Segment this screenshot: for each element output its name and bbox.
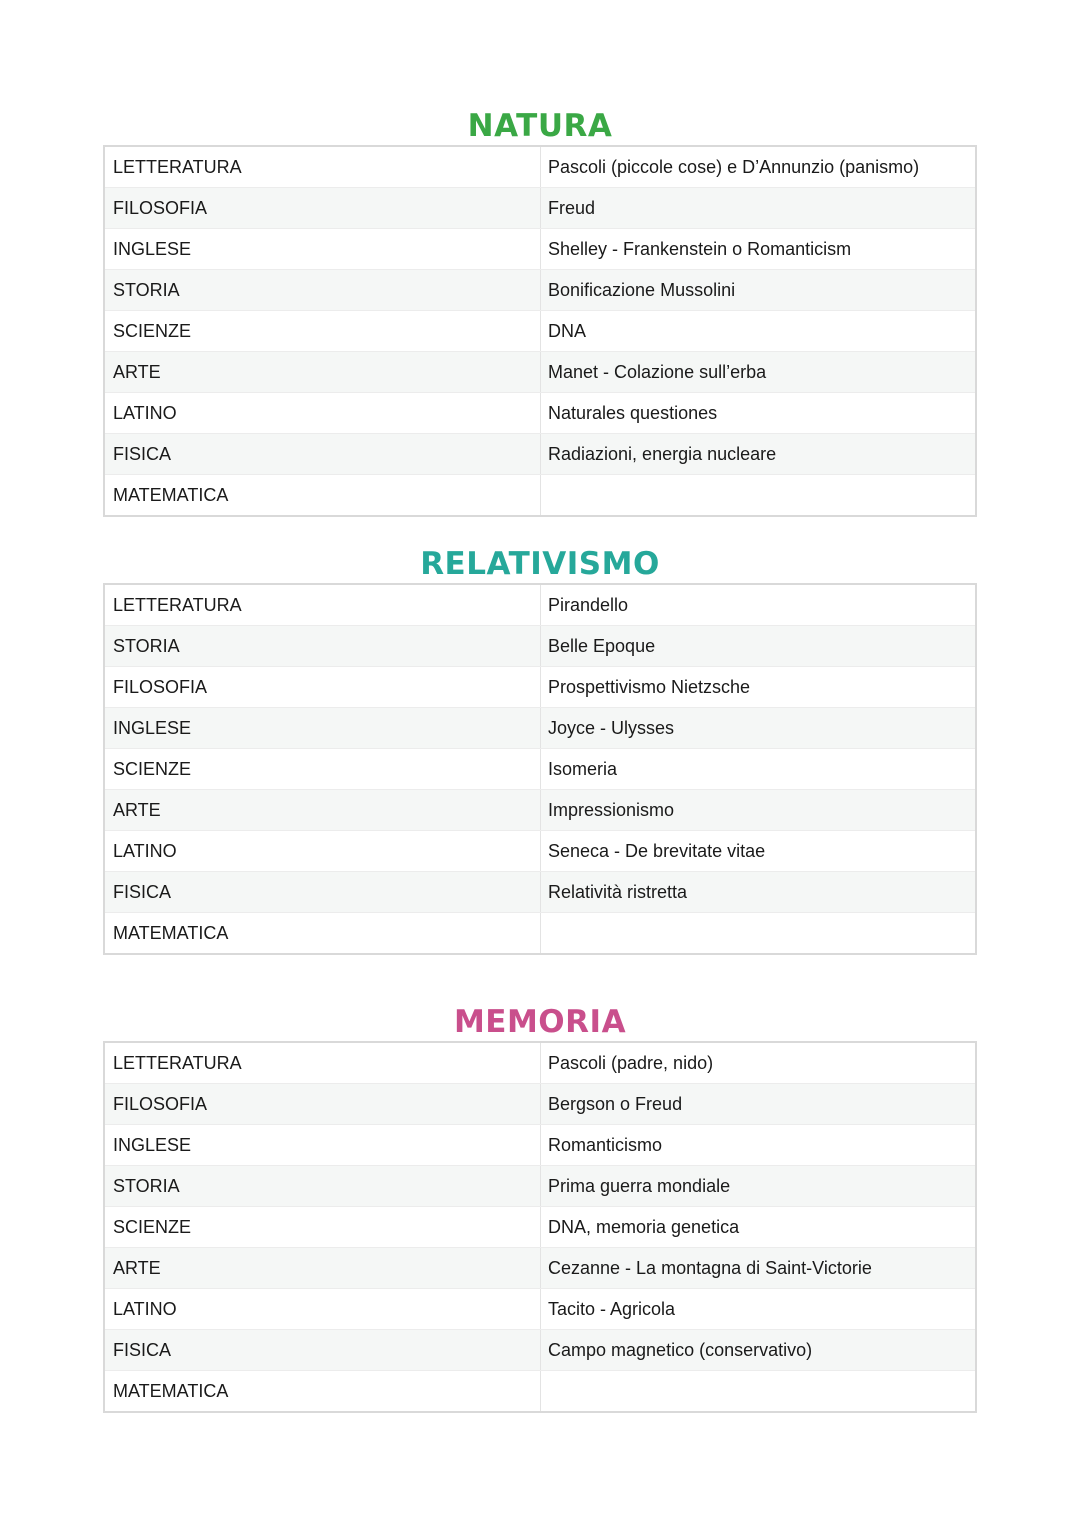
subject-cell: MATEMATICA bbox=[105, 1371, 541, 1411]
section-title: NATURA bbox=[467, 108, 613, 144]
table-row bbox=[105, 748, 975, 789]
section-relativismo bbox=[103, 546, 977, 955]
subject-cell: INGLESE bbox=[105, 708, 541, 748]
table-row bbox=[105, 1329, 975, 1370]
subject-table bbox=[103, 583, 977, 955]
subject-cell: FILOSOFIA bbox=[105, 188, 541, 228]
subject-cell: STORIA bbox=[105, 270, 541, 310]
subject-cell: FILOSOFIA bbox=[105, 667, 541, 707]
table-row bbox=[105, 392, 975, 433]
topic-cell: Pirandello bbox=[548, 595, 629, 615]
subject-cell: SCIENZE bbox=[105, 749, 541, 789]
subject-cell: LATINO bbox=[105, 831, 541, 871]
topic-cell: Radiazioni, energia nucleare bbox=[548, 444, 777, 464]
topic-cell: Pascoli (padre, nido) bbox=[548, 1053, 714, 1073]
topic-cell: Isomeria bbox=[548, 759, 618, 779]
topic-cell: Belle Epoque bbox=[548, 636, 656, 656]
table-row bbox=[105, 585, 975, 625]
subject-table bbox=[103, 145, 977, 517]
subject-cell: FISICA bbox=[105, 1330, 541, 1370]
subject-cell: LETTERATURA bbox=[105, 147, 541, 187]
topic-cell: Impressionismo bbox=[548, 800, 675, 820]
table-row bbox=[105, 147, 975, 187]
topic-cell: Bergson o Freud bbox=[548, 1094, 683, 1114]
topic-cell: DNA bbox=[548, 321, 587, 341]
topic-cell: DNA, memoria genetica bbox=[548, 1217, 740, 1237]
table-row bbox=[105, 1043, 975, 1083]
subject-cell: LETTERATURA bbox=[105, 585, 541, 625]
table-row bbox=[105, 1247, 975, 1288]
table-row bbox=[105, 310, 975, 351]
table-row bbox=[105, 625, 975, 666]
table-row bbox=[105, 351, 975, 392]
subject-cell: ARTE bbox=[105, 352, 541, 392]
table-row bbox=[105, 871, 975, 912]
table-row bbox=[105, 830, 975, 871]
topic-cell bbox=[541, 1371, 975, 1411]
table-row bbox=[105, 187, 975, 228]
section-title: MEMORIA bbox=[453, 1004, 627, 1040]
table-row bbox=[105, 1370, 975, 1411]
subject-cell: LETTERATURA bbox=[105, 1043, 541, 1083]
subject-cell: ARTE bbox=[105, 790, 541, 830]
table-row bbox=[105, 228, 975, 269]
subject-cell: STORIA bbox=[105, 1166, 541, 1206]
subject-cell: FILOSOFIA bbox=[105, 1084, 541, 1124]
topic-cell: Freud bbox=[548, 198, 596, 218]
subject-cell: INGLESE bbox=[105, 1125, 541, 1165]
topic-cell: Manet - Colazione sull’erba bbox=[548, 362, 767, 382]
topic-cell: Prospettivismo Nietzsche bbox=[548, 677, 751, 697]
table-row bbox=[105, 1083, 975, 1124]
topic-cell: Shelley - Frankenstein o Romanticism bbox=[548, 239, 852, 259]
table-row bbox=[105, 1288, 975, 1329]
subject-cell: STORIA bbox=[105, 626, 541, 666]
table-row bbox=[105, 666, 975, 707]
subject-cell: INGLESE bbox=[105, 229, 541, 269]
topic-cell: Naturales questiones bbox=[548, 403, 718, 423]
section-memoria bbox=[103, 1004, 977, 1413]
section-title: RELATIVISMO bbox=[420, 546, 660, 582]
topic-cell: Prima guerra mondiale bbox=[548, 1176, 731, 1196]
topic-cell: Seneca - De brevitate vitae bbox=[548, 841, 766, 861]
topic-cell bbox=[541, 913, 975, 953]
topic-cell: Relatività ristretta bbox=[548, 882, 688, 902]
topic-cell: Joyce - Ulysses bbox=[548, 718, 675, 738]
topic-cell: Cezanne - La montagna di Saint-Victorie bbox=[548, 1258, 872, 1278]
topic-cell: Bonificazione Mussolini bbox=[548, 280, 736, 300]
subject-cell: ARTE bbox=[105, 1248, 541, 1288]
table-row bbox=[105, 1124, 975, 1165]
table-row bbox=[105, 789, 975, 830]
subject-cell: MATEMATICA bbox=[105, 475, 541, 515]
section-natura bbox=[103, 108, 977, 517]
subject-cell: FISICA bbox=[105, 872, 541, 912]
table-row bbox=[105, 433, 975, 474]
table-row bbox=[105, 707, 975, 748]
topic-cell: Campo magnetico (conservativo) bbox=[548, 1340, 813, 1360]
subject-cell: SCIENZE bbox=[105, 311, 541, 351]
subject-cell: LATINO bbox=[105, 1289, 541, 1329]
subject-table bbox=[103, 1041, 977, 1413]
subject-cell: SCIENZE bbox=[105, 1207, 541, 1247]
table-row bbox=[105, 474, 975, 515]
table-row bbox=[105, 1165, 975, 1206]
subject-cell: FISICA bbox=[105, 434, 541, 474]
subject-cell: MATEMATICA bbox=[105, 913, 541, 953]
table-row bbox=[105, 269, 975, 310]
table-row bbox=[105, 912, 975, 953]
topic-cell: Pascoli (piccole cose) e D’Annunzio (panismo) bbox=[548, 157, 920, 177]
subject-cell: LATINO bbox=[105, 393, 541, 433]
topic-cell bbox=[541, 475, 975, 515]
table-row bbox=[105, 1206, 975, 1247]
topic-cell: Romanticismo bbox=[548, 1135, 663, 1155]
topic-cell: Tacito - Agricola bbox=[548, 1299, 676, 1319]
